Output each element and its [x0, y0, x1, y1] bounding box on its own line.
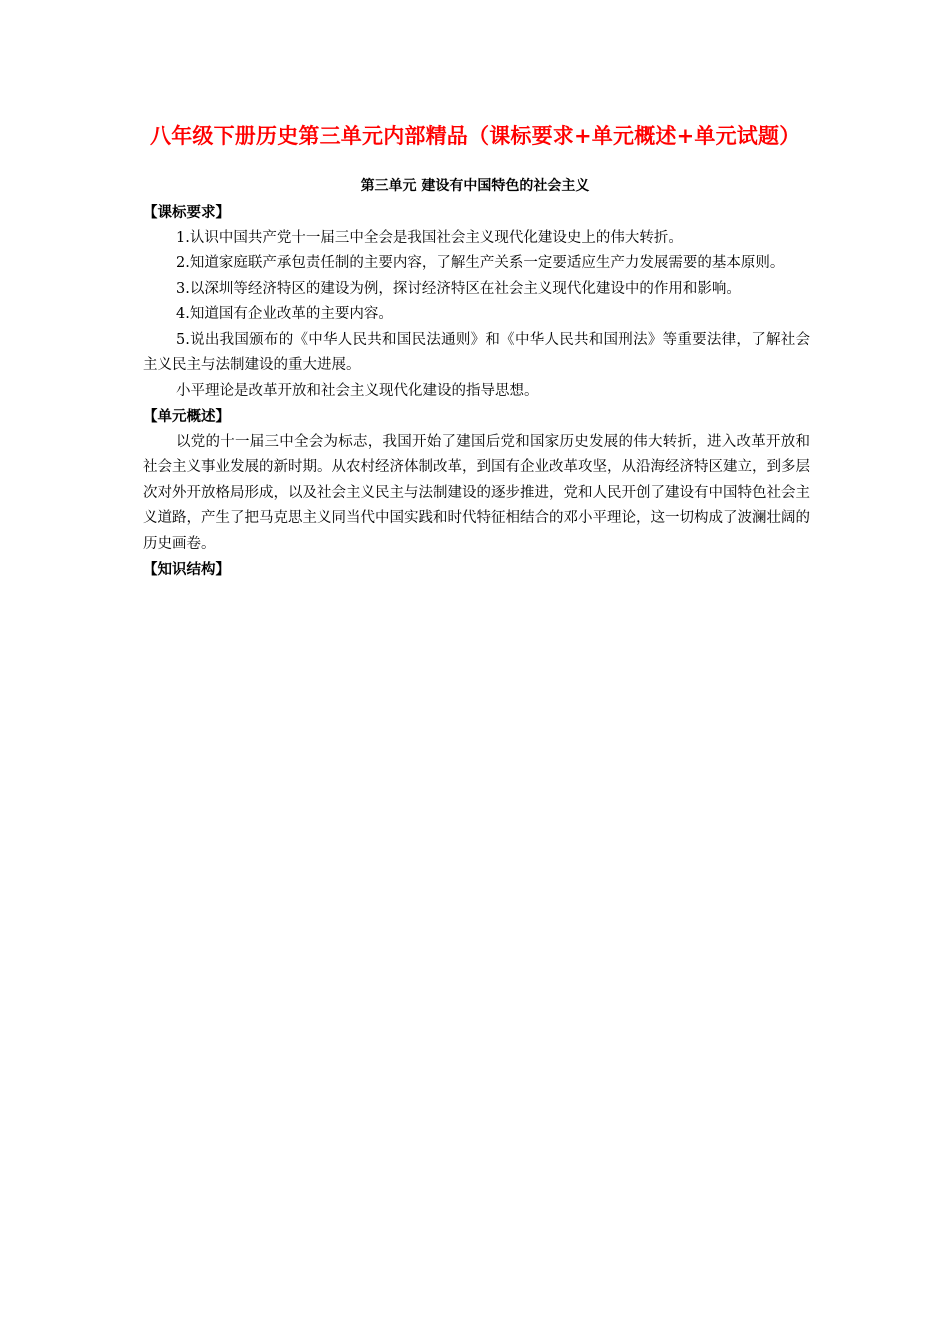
- standard-item: 5.说出我国颁布的《中华人民共和国民法通则》和《中华人民共和国刑法》等重要法律，了解社会主义民主与法制建设的重大进展。: [143, 331, 810, 373]
- document-title: 八年级下册历史第三单元内部精品（课标要求+单元概述+单元试题）: [150, 123, 801, 148]
- standards-heading: 【课标要求】: [143, 204, 230, 221]
- standard-item: 2.知道家庭联产承包责任制的主要内容，了解生产关系一定要适应生产力发展需要的基本原则。: [176, 255, 785, 271]
- standard-item: 1.认识中国共产党十一届三中全会是我国社会主义现代化建设史上的伟大转折。: [176, 229, 683, 246]
- structure-heading: 【知识结构】: [143, 561, 230, 578]
- overview-heading: 【单元概述】: [143, 408, 230, 425]
- standard-item: 3.以深圳等经济特区的建设为例，探讨经济特区在社会主义现代化建设中的作用和影响。: [176, 280, 741, 297]
- standard-item: 小平理论是改革开放和社会主义现代化建设的指导思想。: [176, 382, 539, 399]
- standard-item: 4.知道国有企业改革的主要内容。: [176, 306, 393, 322]
- overview-paragraph: 以党的十一届三中全会为标志，我国开始了建国后党和国家历史发展的伟大转折，进入改革开放和社会主义事业发展的新时期。从农村经济体制改革，到国有企业改革攻坚，从沿海经济特区建立，到多层次对外开放格局形成，以及社会主义民主与法制建设的逐步推进，党和人民开创了建设有中国特色社会主义道路，产生了把马克思主义同当代中国实践和时代特征相结合的邓小平理论，这一切构成了波澜壮阔的历史画卷。: [143, 433, 810, 552]
- document-body: [143, 200, 810, 583]
- unit-title: 第三单元 建设有中国特色的社会主义: [360, 178, 590, 194]
